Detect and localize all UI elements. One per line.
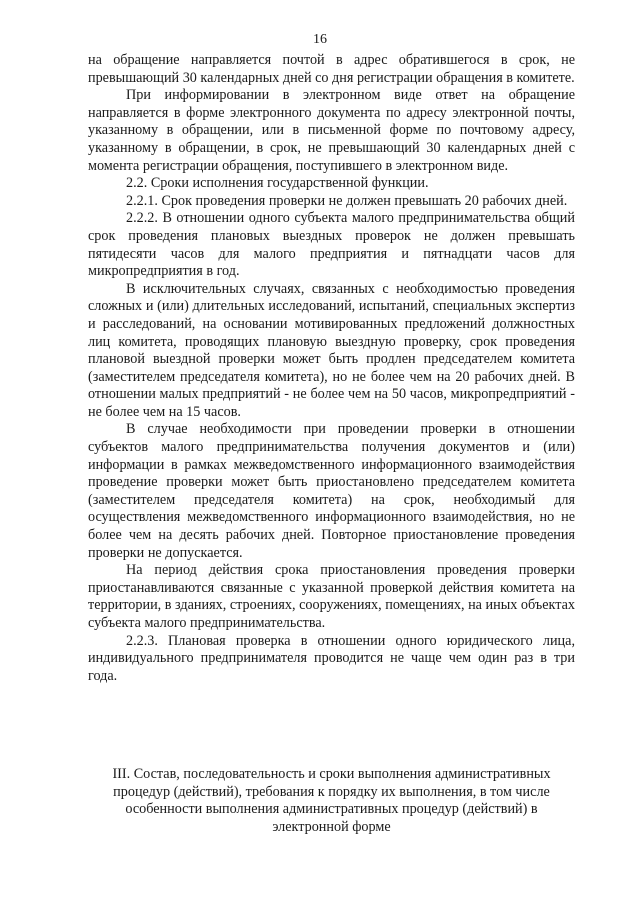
paragraph-section-2-2-1: 2.2.1. Срок проведения проверки не должен превышать 20 рабочих дней. bbox=[126, 192, 568, 209]
page-number: 16 bbox=[313, 32, 327, 47]
paragraph-section-2-2-2: 2.2.2. В отношении одного субъекта малого предпринимательства общий срок проведения плановых выездных проверок не должен превышать пятидесяти часов для малого предприятия и пятнадцати часов для микропредприятия в год. bbox=[88, 210, 575, 280]
paragraph-reply-by-mail: на обращение направляется почтой в адрес обратившегося в срок, не превышающий 30 календарных дней со дня регистрации обращения в комитете. bbox=[88, 52, 575, 86]
paragraph-electronic-reply: При информировании в электронном виде ответ на обращение направляется в форме электронного документа по адресу электронной почты, указанному в обращении, или в письменной форме по почтовому адресу, указанному в обращении, в срок, не превышающий 30 календарных дней с момента регистрации обращения, поступившего в электронном виде. bbox=[88, 87, 575, 174]
paragraph-suspension-period: На период действия срока приостановления проведения проверки приостанавливаются связанные с указанной проверкой действия комитета на территории, в зданиях, строениях, сооружениях, помещениях, на иных объектах субъекта малого предпринимательства. bbox=[88, 562, 575, 631]
paragraph-section-2-2: 2.2. Сроки исполнения государственной функции. bbox=[126, 175, 429, 192]
paragraph-exceptional-cases: В исключительных случаях, связанных с необходимостью проведения сложных и (или) длительных исследований, испытаний, специальных экспертиз и расследований, на основании мотивированных предложений должностных лиц комитета, проводящих плановую выездную проверку, срок проведения плановой выездной проверки может быть продлен председателем комитета (заместителем председателя комитета), но не более чем на 20 рабочих дней. В отношении малых предприятий - не более чем на 50 часов, микропредприятий - не более чем на 15 часов. bbox=[88, 280, 575, 420]
document-body bbox=[88, 52, 575, 685]
paragraph-section-2-2-3: 2.2.3. Плановая проверка в отношении одного юридического лица, индивидуального предпринимателя проводится не чаще чем один раз в три года. bbox=[88, 632, 575, 684]
section-heading: III. Состав, последовательность и сроки выполнения административных процедур (действий), требования к порядку их выполнения, в том числе особенности выполнения административных процедур (действий) в электронной форме bbox=[112, 766, 551, 835]
paragraph-suspension: В случае необходимости при проведении проверки в отношении субъектов малого предпринимательства получения документов и (или) информации в рамках межведомственного информационного взаимодействия проведение проверки может быть приостановлено председателем комитета (заместителем председателя комитета) на срок, необходимый для осуществления межведомственного информационного взаимодействия, но не более чем на десять рабочих дней. Повторное приостановление проведения проверки не допускается. bbox=[88, 421, 575, 561]
